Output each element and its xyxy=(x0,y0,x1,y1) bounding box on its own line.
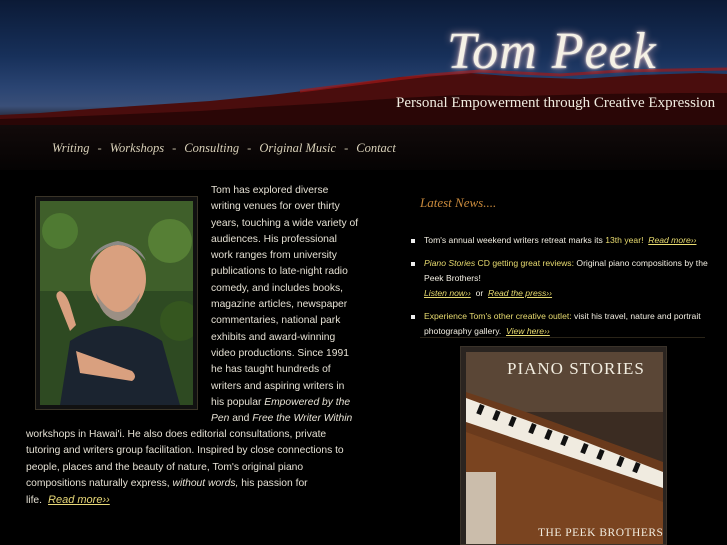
bio-text-continued xyxy=(26,427,356,509)
news-text: visit his travel, nature and portrait photography gallery. xyxy=(424,311,701,336)
listen-now-link[interactable]: Listen now›› xyxy=(424,288,471,298)
nav-separator: - xyxy=(344,141,349,155)
bio-text: workshops in Hawai'i. He also does editorial consultations, private tutoring and writers group facilitation. Inspired by close connections to people, places and the beauty of nature, Tom's original piano compositions naturally express, xyxy=(26,429,344,489)
nav-consulting[interactable]: Consulting xyxy=(184,141,240,155)
piano-stories-album-cover[interactable] xyxy=(460,346,667,545)
nav-separator: - xyxy=(172,141,177,155)
album-title: PIANO STORIES xyxy=(507,359,645,378)
nav-contact[interactable]: Contact xyxy=(356,141,396,155)
news-text: or xyxy=(475,288,484,298)
news-item xyxy=(410,233,710,248)
book-title: Free the Writer Within xyxy=(252,413,353,425)
site-logo[interactable]: Tom Peek xyxy=(447,23,657,80)
bio-text: and xyxy=(229,413,253,425)
book-title: Empowered by the Pen xyxy=(211,396,351,425)
news-text: Tom's annual weekend writers retreat marks its xyxy=(424,235,606,245)
site-tagline: Personal Empowerment through Creative Expression xyxy=(396,95,716,111)
album-artist: THE PEEK BROTHERS xyxy=(538,527,664,539)
site-header xyxy=(0,0,727,125)
album-name: Piano Stories xyxy=(424,258,476,268)
nav-original-music[interactable]: Original Music xyxy=(259,141,337,155)
news-text: Original piano compositions by the Peek Brothers! xyxy=(424,258,708,283)
news-highlight: CD getting great reviews: xyxy=(475,258,574,268)
bio-text: his passion for life. xyxy=(26,477,308,507)
news-highlight: Experience Tom's other creative outlet: xyxy=(424,311,572,321)
bio-read-more-link[interactable]: Read more›› xyxy=(48,494,110,507)
tom-portrait-photo xyxy=(35,196,198,410)
news-item xyxy=(410,256,710,301)
news-item xyxy=(410,309,710,339)
news-divider xyxy=(420,337,705,338)
portrait-illustration xyxy=(40,201,193,405)
retreat-read-more-link[interactable]: Read more›› xyxy=(648,235,697,245)
bio-text-column xyxy=(211,183,359,427)
nav-separator: - xyxy=(247,141,252,155)
bio-emphasis: without words, xyxy=(172,477,239,489)
read-press-link[interactable]: Read the press›› xyxy=(488,288,553,298)
piano-illustration xyxy=(466,352,663,545)
news-list xyxy=(410,233,710,347)
latest-news-heading: Latest News.... xyxy=(420,195,497,210)
news-highlight: 13th year! xyxy=(605,235,644,245)
nav-writing[interactable]: Writing xyxy=(52,141,90,155)
gallery-view-here-link[interactable]: View here›› xyxy=(506,326,550,336)
main-nav xyxy=(0,125,727,170)
nav-workshops[interactable]: Workshops xyxy=(109,141,165,155)
bio-text: Tom has explored diverse writing venues for over thirty years, touching a wide variety of audiences. His professional work ranges from university publications to late-night radio comedy, and includes books, magazine articles, newspaper commentaries, national park exhibits and award-winning video productions. Since 1991 he has taught hundreds of writers and aspiring writers in his popular xyxy=(211,185,359,408)
nav-separator: - xyxy=(97,141,102,155)
